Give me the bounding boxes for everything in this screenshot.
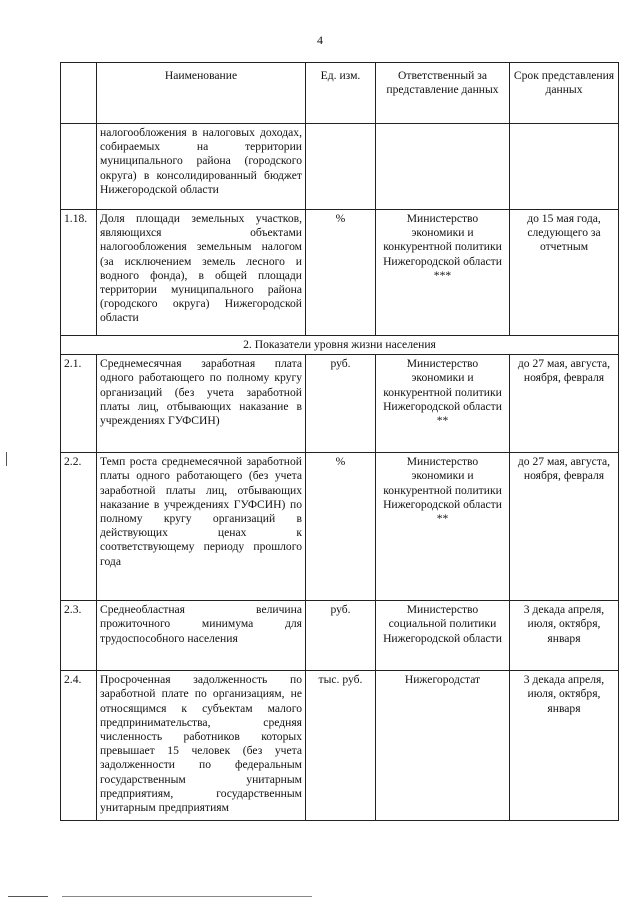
table-row — [61, 124, 619, 210]
scan-mark-left — [6, 452, 7, 466]
row-responsible: Министерство экономики и конкурентной политики Нижегородской области ** — [376, 453, 510, 601]
row-unit: % — [306, 210, 376, 336]
row-unit: тыс. руб. — [306, 671, 376, 821]
table-row — [61, 601, 619, 671]
row-number: 2.2. — [61, 453, 97, 601]
row-deadline: 3 декада апреля, июля, октября, января — [510, 601, 619, 671]
row-name: Доля площади земельных участков, являющихся объектами налогообложения земельным налогом (за исключением земель лесного и водного фонда), в общей площади территории муниципального района (городского округа) Нижегородской области — [97, 210, 306, 336]
header-deadline: Срок представления данных — [510, 63, 619, 124]
table-row — [61, 453, 619, 601]
row-deadline: 3 декада апреля, июля, октября, января — [510, 671, 619, 821]
row-number: 2.1. — [61, 355, 97, 453]
row-deadline — [510, 124, 619, 210]
row-unit: руб. — [306, 601, 376, 671]
table-row — [61, 671, 619, 821]
row-deadline: до 15 мая года, следующего за отчетным — [510, 210, 619, 336]
row-number: 2.4. — [61, 671, 97, 821]
row-unit: % — [306, 453, 376, 601]
row-responsible: Нижегородстат — [376, 671, 510, 821]
row-deadline: до 27 мая, августа, ноября, февраля — [510, 453, 619, 601]
row-name: Просроченная задолженность по заработной плате по организациям, не относящимся к субъектам малого предпринимательства, средняя численность работников которых превышает 15 человек (без учета задолженности по федеральным государственным унитарным предприятиям, государственным унитарным предприятиям — [97, 671, 306, 821]
row-unit: руб. — [306, 355, 376, 453]
row-name: Среднеобластная величина прожиточного минимума для трудоспособного населения — [97, 601, 306, 671]
section-title: 2. Показатели уровня жизни населения — [61, 336, 619, 355]
header-unit: Ед. изм. — [306, 63, 376, 124]
indicators-table — [60, 62, 619, 821]
header-responsible: Ответственный за представление данных — [376, 63, 510, 124]
row-name: налогообложения в налоговых доходах, собираемых на территории муниципального района (городского округа) в консолидированный бюджет Нижегородской области — [97, 124, 306, 210]
row-responsible: Министерство социальной политики Нижегородской области — [376, 601, 510, 671]
table-row — [61, 355, 619, 453]
table-header-row — [61, 63, 619, 124]
scan-mark-bottom-left — [8, 896, 48, 897]
row-number: 1.18. — [61, 210, 97, 336]
page-number: 4 — [317, 33, 323, 47]
table-row — [61, 210, 619, 336]
scan-mark-bottom-middle — [62, 896, 312, 897]
header-name: Наименование — [97, 63, 306, 124]
section-row — [61, 336, 619, 355]
row-name: Темп роста среднемесячной заработной платы одного работающего (без учета заработной платы лиц, отбывающих наказание в учреждениях ГУФСИН) по полному кругу организаций в действующих ценах к соответствующему периоду прошлого года — [97, 453, 306, 601]
row-deadline: до 27 мая, августа, ноября, февраля — [510, 355, 619, 453]
row-responsible — [376, 124, 510, 210]
row-responsible: Министерство экономики и конкурентной политики Нижегородской области ** — [376, 355, 510, 453]
row-name: Среднемесячная заработная плата одного работающего по полному кругу организаций (без учета заработной платы лиц, отбывающих наказание в учреждениях ГУФСИН) — [97, 355, 306, 453]
row-number: 2.3. — [61, 601, 97, 671]
row-number — [61, 124, 97, 210]
row-unit — [306, 124, 376, 210]
row-responsible: Министерство экономики и конкурентной политики Нижегородской области *** — [376, 210, 510, 336]
header-number — [61, 63, 97, 124]
